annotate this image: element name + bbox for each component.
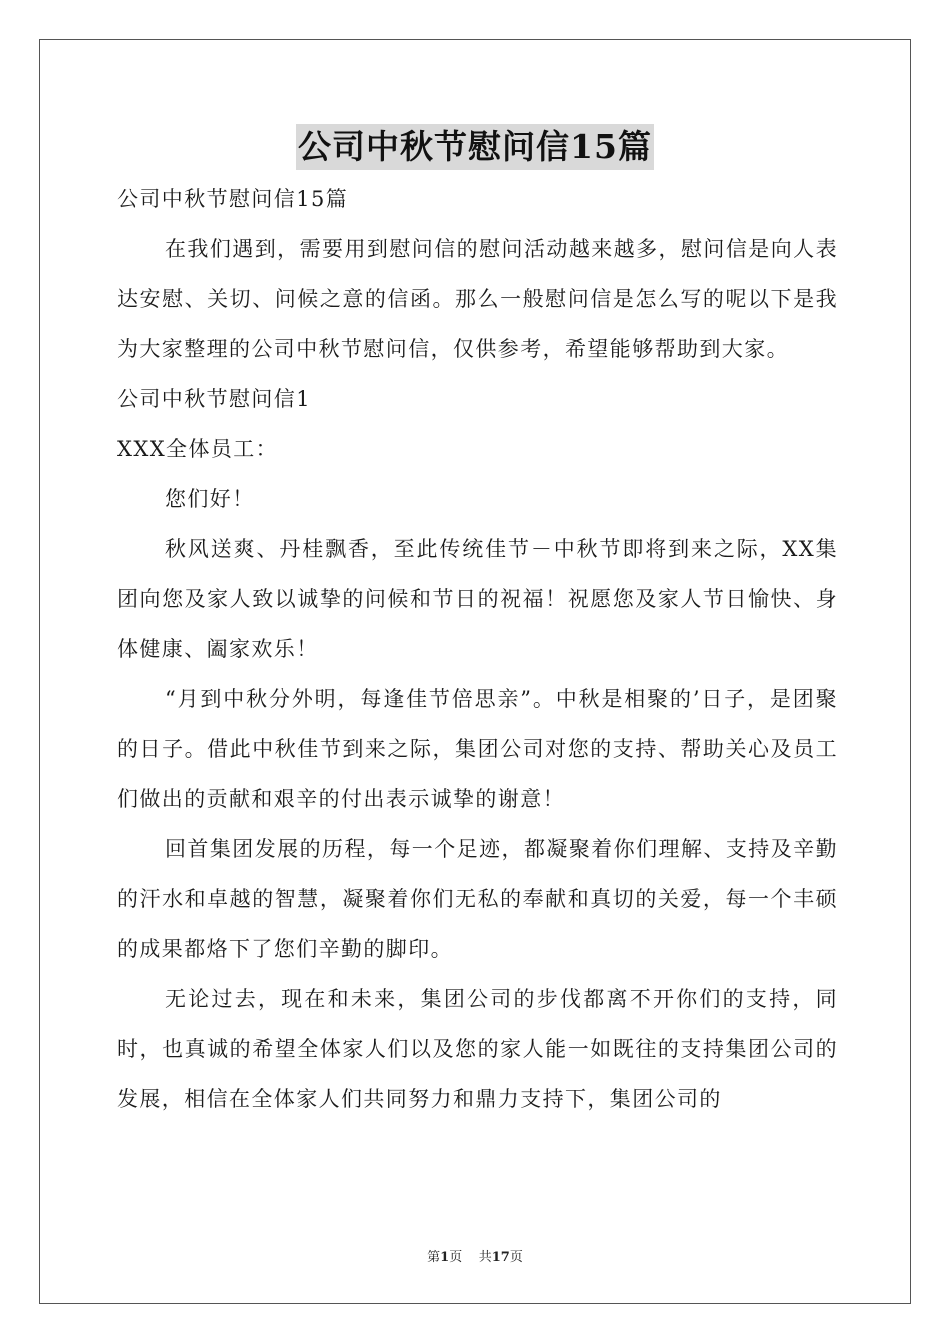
page-footer bbox=[0, 1246, 950, 1265]
paragraph: “月到中秋分外明，每逢佳节倍思亲”。中秋是相聚的’日子，是团聚的日子。借此中秋佳节到来之际，集团公司对您的支持、帮助关心及员工们做出的贡献和艰辛的付出表示诚挚的谢意！ bbox=[117, 687, 838, 811]
total-pages: 17 bbox=[491, 1250, 510, 1265]
page-suffix: 页 bbox=[449, 1250, 463, 1265]
document-title: 公司中秋节慰问信15篇 bbox=[296, 124, 654, 170]
total-prefix: 共 bbox=[478, 1250, 492, 1265]
paragraph: 公司中秋节慰问信1 bbox=[117, 387, 311, 411]
paragraph: 公司中秋节慰问信15篇 bbox=[117, 187, 349, 211]
paragraph: 秋风送爽、丹桂飘香，至此传统佳节－中秋节即将到来之际，XX集团向您及家人致以诚挚的问候和节日的祝福！祝愿您及家人节日愉快、身体健康、阖家欢乐！ bbox=[117, 537, 838, 661]
page-prefix: 第 bbox=[427, 1250, 441, 1265]
paragraph: 在我们遇到，需要用到慰问信的慰问活动越来越多，慰问信是向人表达安慰、关切、问候之意的信函。那么一般慰问信是怎么写的呢以下是我为大家整理的公司中秋节慰问信，仅供参考，希望能够帮助到大家。 bbox=[117, 237, 838, 361]
paragraph: XXX全体员工： bbox=[117, 437, 279, 461]
total-suffix: 页 bbox=[509, 1250, 523, 1265]
page-number: 1 bbox=[440, 1250, 450, 1265]
paragraph: 回首集团发展的历程，每一个足迹，都凝聚着你们理解、支持及辛勤的汗水和卓越的智慧，凝聚着你们无私的奉献和真切的关爱，每一个丰硕的成果都烙下了您们辛勤的脚印。 bbox=[117, 837, 838, 961]
paragraph: 您们好！ bbox=[165, 487, 255, 511]
title-container bbox=[0, 124, 950, 170]
document-body bbox=[117, 174, 838, 1124]
paragraph: 无论过去，现在和未来，集团公司的步伐都离不开你们的支持，同时，也真诚的希望全体家人们以及您的家人能一如既往的支持集团公司的发展，相信在全体家人们共同努力和鼎力支持下，集团公司的 bbox=[117, 987, 838, 1111]
